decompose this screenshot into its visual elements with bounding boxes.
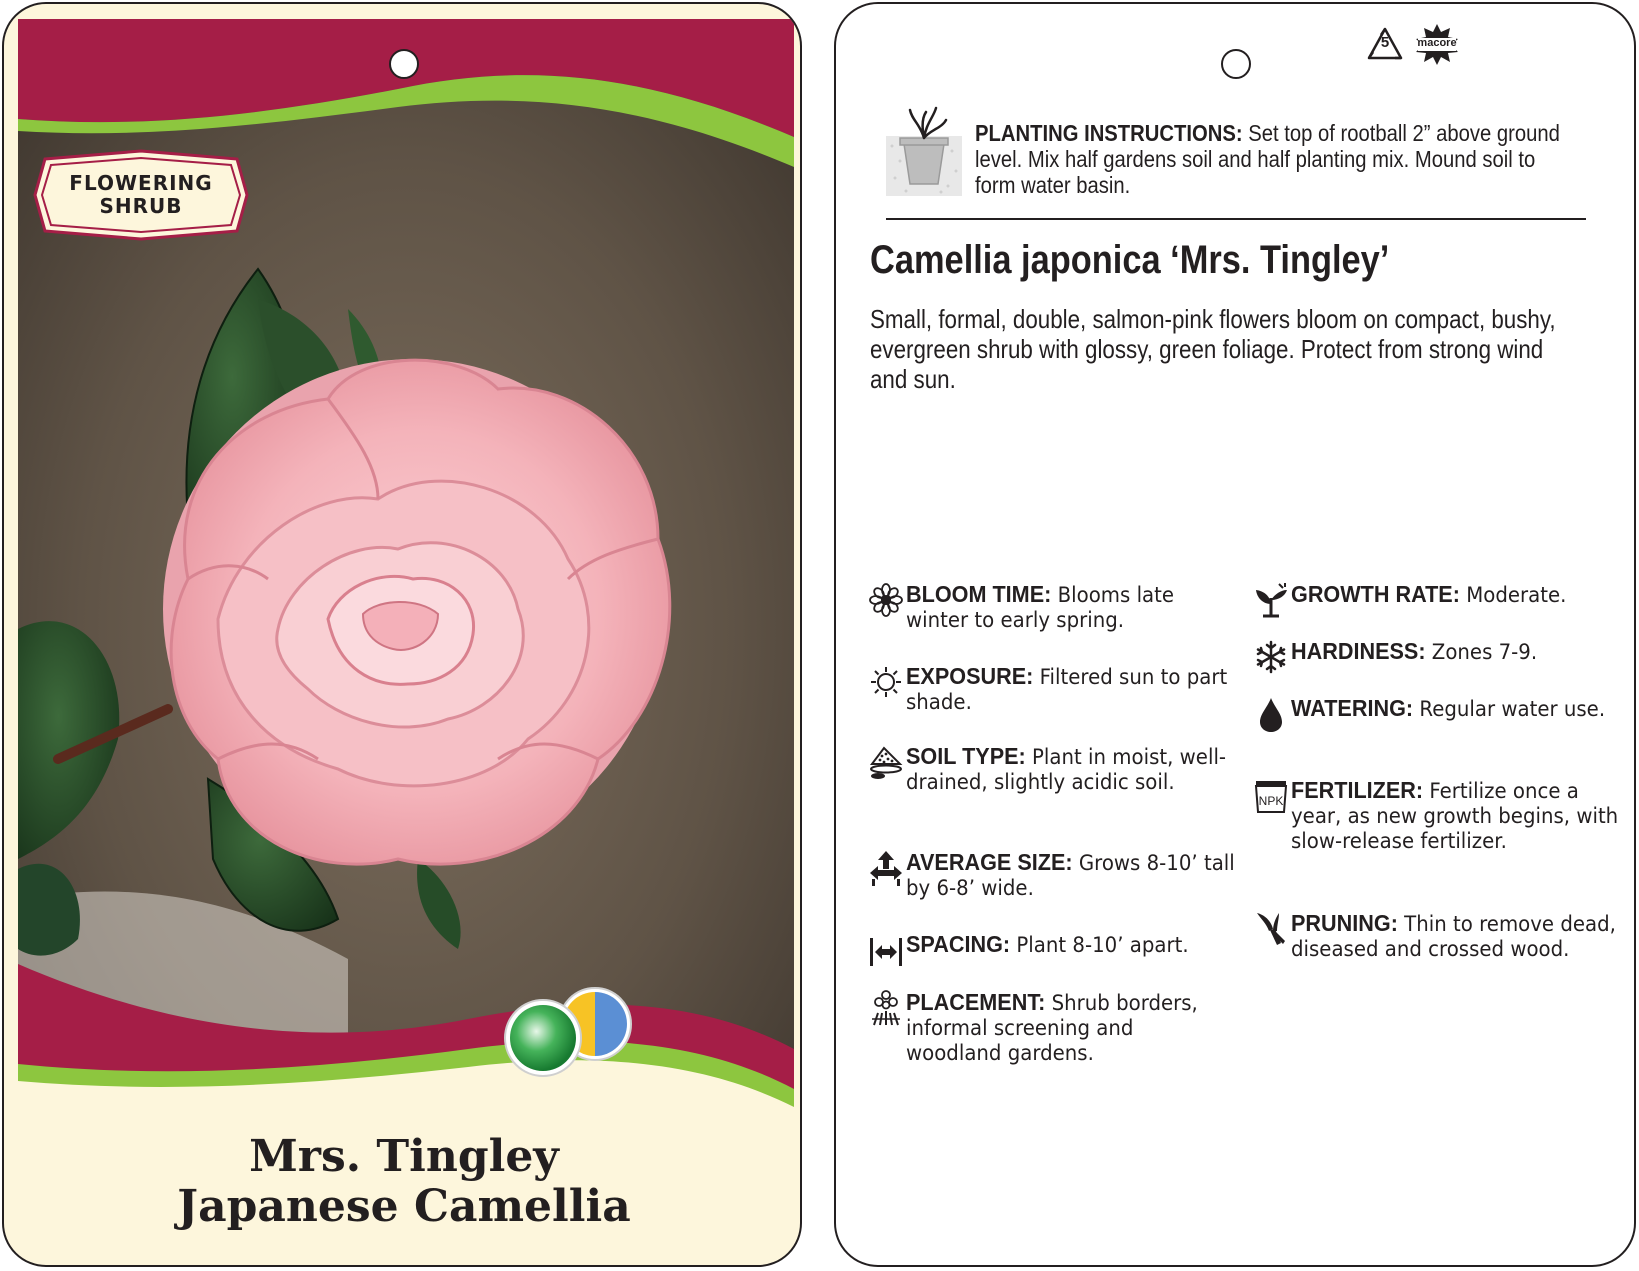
planting-instructions-text bbox=[975, 120, 1573, 198]
attr-label: EXPOSURE: bbox=[906, 663, 1034, 689]
front-tag bbox=[2, 2, 802, 1267]
spacing-icon bbox=[868, 932, 904, 968]
attr-label: HARDINESS: bbox=[1291, 638, 1426, 664]
pruners-icon bbox=[1253, 911, 1289, 947]
badge-line-1: FLOWERING bbox=[69, 171, 213, 195]
planting-label: PLANTING INSTRUCTIONS: bbox=[975, 120, 1243, 146]
recycle-icon bbox=[1366, 25, 1404, 63]
attr-label: PLACEMENT: bbox=[906, 989, 1046, 1015]
divider bbox=[886, 218, 1586, 220]
planting-instructions bbox=[886, 104, 1586, 204]
recycling-marks bbox=[1366, 22, 1462, 66]
attr-value: Plant 8-10’ apart. bbox=[1010, 933, 1189, 957]
species-name: Camellia japonica ‘Mrs. Tingley’ bbox=[870, 238, 1390, 282]
water-drop-icon bbox=[1253, 696, 1289, 732]
plant-description: Small, formal, double, salmon-pink flowers bloom on compact, bushy, evergreen shrub with glossy, green foliage. Protect from strong wind and sun. bbox=[870, 304, 1556, 394]
sun-exposure-icons bbox=[501, 984, 641, 1079]
attr-label: SOIL TYPE: bbox=[906, 743, 1026, 769]
attr-label: AVERAGE SIZE: bbox=[906, 849, 1073, 875]
snowflake-icon bbox=[1253, 639, 1289, 675]
full-sun-icon bbox=[505, 1000, 581, 1076]
attr-label: PRUNING: bbox=[1291, 910, 1398, 936]
back-tag bbox=[834, 2, 1636, 1267]
flowering-shrub-badge bbox=[33, 149, 249, 241]
hang-hole bbox=[1221, 49, 1251, 79]
attr-label: GROWTH RATE: bbox=[1291, 581, 1460, 607]
npk-icon-label: NPK bbox=[1258, 794, 1284, 808]
attr-label: BLOOM TIME: bbox=[906, 581, 1052, 607]
hang-hole bbox=[389, 49, 419, 79]
attr-value: Zones 7-9. bbox=[1425, 640, 1538, 664]
attr-value: Plant in moist, well-drained, slightly acidic soil. bbox=[906, 745, 1227, 794]
placement-icon bbox=[868, 990, 904, 1026]
attr-value: Filtered sun to part shade. bbox=[906, 665, 1228, 714]
common-name-line-1: Mrs. Tingley bbox=[249, 1131, 559, 1182]
common-name-line-2: Japanese Camellia bbox=[177, 1181, 631, 1232]
soil-icon bbox=[868, 744, 904, 780]
size-icon bbox=[868, 850, 904, 886]
potted-plant-icon bbox=[886, 106, 962, 196]
macore-label: macore bbox=[1417, 37, 1457, 49]
attr-value: Regular water use. bbox=[1413, 697, 1606, 721]
attr-label: SPACING: bbox=[906, 931, 1011, 957]
badge-line-2: SHRUB bbox=[99, 194, 183, 218]
attr-value: Shrub borders, informal screening and woodland gardens. bbox=[906, 991, 1198, 1065]
npk-icon bbox=[1253, 778, 1289, 814]
macore-logo bbox=[1412, 22, 1462, 66]
attr-value: Grows 8-10’ tall by 6-8’ wide. bbox=[906, 851, 1235, 900]
attr-value: Fertilize once a year, as new growth begins, with slow-release fertilizer. bbox=[1291, 779, 1619, 853]
attr-label: WATERING: bbox=[1291, 695, 1414, 721]
flower-icon bbox=[868, 582, 904, 618]
sun-icon bbox=[868, 664, 904, 700]
recycle-number: 5 bbox=[1380, 34, 1390, 51]
attr-value: Thin to remove dead, diseased and crossed wood. bbox=[1291, 912, 1616, 961]
sprout-icon bbox=[1253, 582, 1289, 618]
attr-label: FERTILIZER: bbox=[1291, 777, 1424, 803]
attr-value: Moderate. bbox=[1459, 583, 1567, 607]
planting-body: Set top of rootball 2” above ground level. Mix half gardens soil and half planting mix. Mound soil to form water basin. bbox=[975, 120, 1560, 198]
attr-value: Blooms late winter to early spring. bbox=[906, 583, 1175, 632]
